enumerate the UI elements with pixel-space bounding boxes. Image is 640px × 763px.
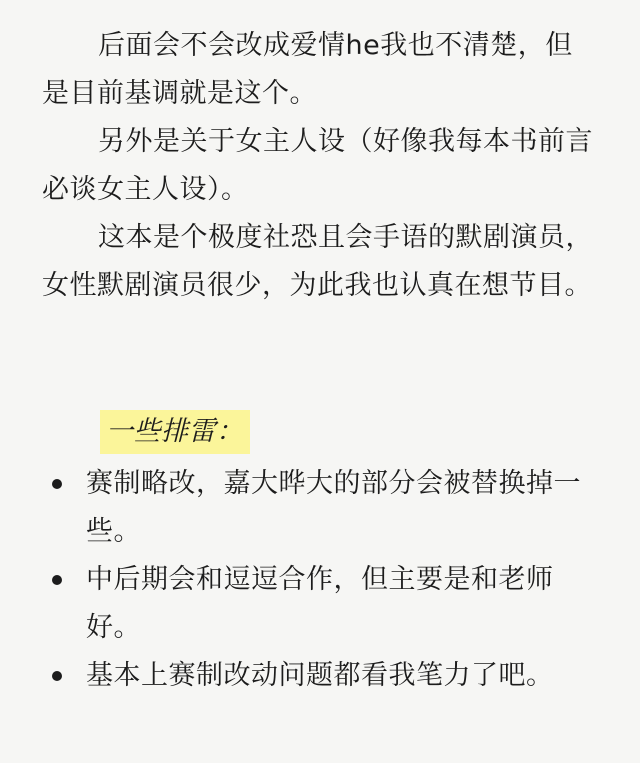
list-item-text: 赛制略改，嘉大晔大的部分会被替换掉一些。 [86, 468, 581, 547]
list-item-text: 中后期会和逗逗合作，但主要是和老师好。 [86, 564, 554, 643]
list-item [42, 652, 598, 700]
paragraph: 后面会不会改成爱情he我也不清楚，但是目前基调就是这个。 [42, 30, 573, 109]
paragraph: 另外是关于女主人设（好像我每本书前言必谈女主人设）。 [42, 126, 593, 205]
section-title-row [42, 408, 598, 456]
bullet-list [42, 460, 598, 700]
paragraph: 这本是个极度社恐且会手语的默剧演员，女性默剧演员很少，为此我也认真在想节目。 [42, 222, 593, 301]
bullet-icon [52, 479, 62, 489]
section-title-highlight: 一些排雷： [100, 410, 250, 454]
list-item-text: 基本上赛制改动问题都看我笔力了吧。 [86, 660, 554, 691]
bullet-icon [52, 671, 62, 681]
list-item [42, 460, 598, 556]
bullet-icon [52, 575, 62, 585]
list-item [42, 556, 598, 652]
section-gap [42, 310, 598, 408]
